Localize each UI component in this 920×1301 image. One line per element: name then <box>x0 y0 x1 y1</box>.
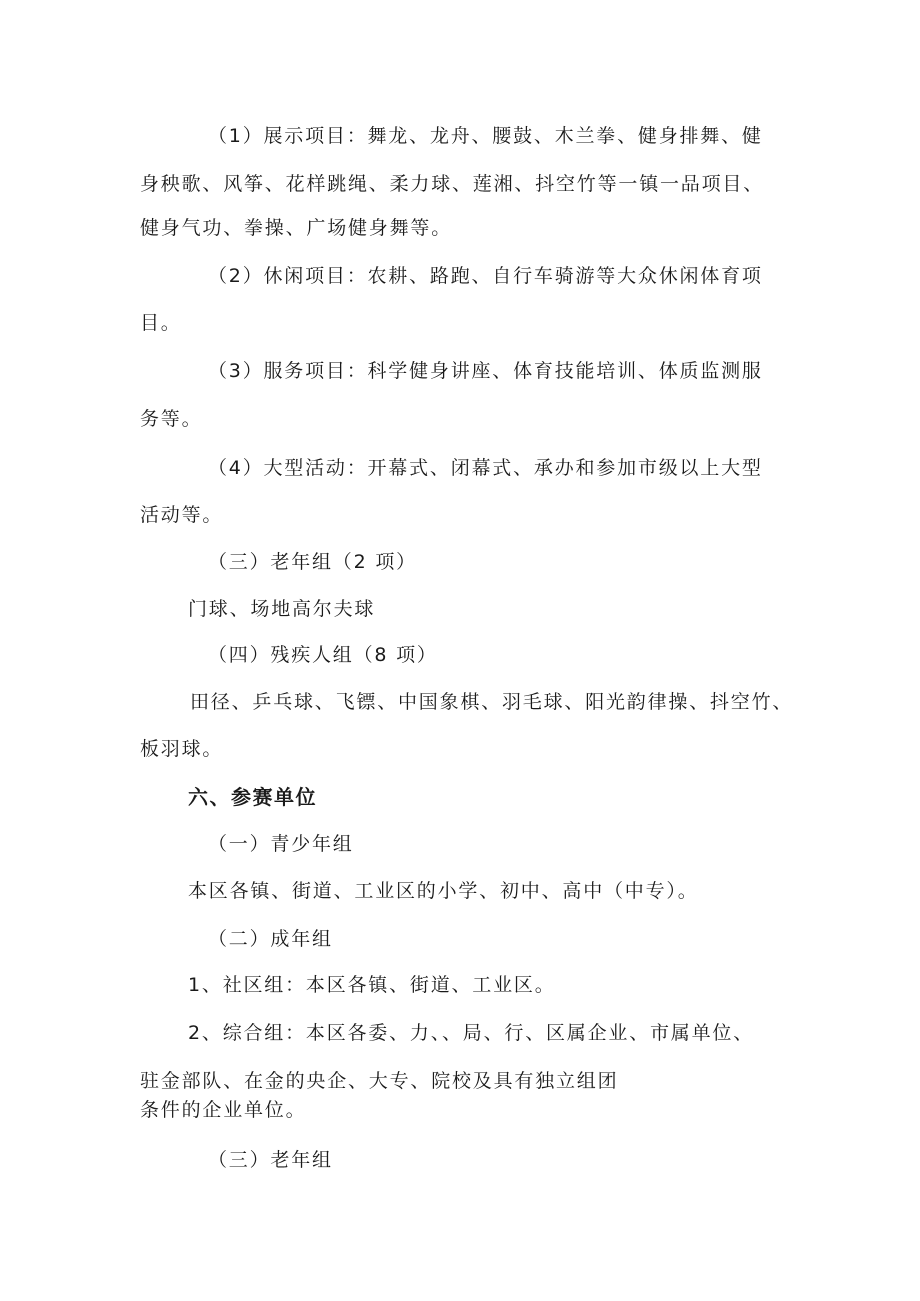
senior-heading: （三）老年组 <box>208 1149 333 1171</box>
comprehensive-line-2: 驻金部队、在金的央企、大专、院校及具有独立组团 <box>140 1070 619 1092</box>
adult-heading: （二）成年组 <box>208 928 333 950</box>
item-leisure-line-1: （2）休闲项目：农耕、路跑、自行车骑游等大众休闲体育项 <box>208 265 763 287</box>
item-events-line-2: 活动等。 <box>140 504 224 526</box>
youth-text: 本区各镇、街道、工业区的小学、初中、高中（中专）。 <box>188 880 699 902</box>
senior-group-heading: （三）老年组（2 项） <box>208 551 417 573</box>
item-service-line-1: （3）服务项目：科学健身讲座、体育技能培训、体质监测服 <box>208 360 763 382</box>
youth-heading: （一）青少年组 <box>208 833 354 855</box>
senior-group-items: 门球、场地高尔夫球 <box>188 598 376 620</box>
comprehensive-line-1: 2、综合组：本区各委、力、、局、行、区属企业、市属单位、 <box>188 1022 754 1044</box>
community-text: 1、社区组：本区各镇、街道、工业区。 <box>188 974 556 996</box>
comprehensive-line-3: 条件的企业单位。 <box>140 1099 307 1121</box>
section-6-title: 六、参赛单位 <box>188 785 317 809</box>
item-service-line-2: 务等。 <box>140 408 203 430</box>
item-events-line-1: （4）大型活动：开幕式、闭幕式、承办和参加市级以上大型 <box>208 457 763 479</box>
item-leisure-line-2: 目。 <box>140 312 182 334</box>
disabled-group-items-line-1: 田径、乒乓球、飞镖、中国象棋、羽毛球、阳光韵律操、抖空竹、 <box>190 691 794 713</box>
item-display-line-1: （1）展示项目：舞龙、龙舟、腰鼓、木兰拳、健身排舞、健 <box>208 125 763 147</box>
item-display-line-3: 健身气功、拳操、广场健身舞等。 <box>140 217 453 239</box>
disabled-group-items-line-2: 板羽球。 <box>140 738 224 760</box>
item-display-line-2: 身秧歌、风筝、花样跳绳、柔力球、莲湘、抖空竹等一镇一品项目、 <box>140 173 765 195</box>
disabled-group-heading: （四）残疾人组（8 项） <box>208 644 438 666</box>
